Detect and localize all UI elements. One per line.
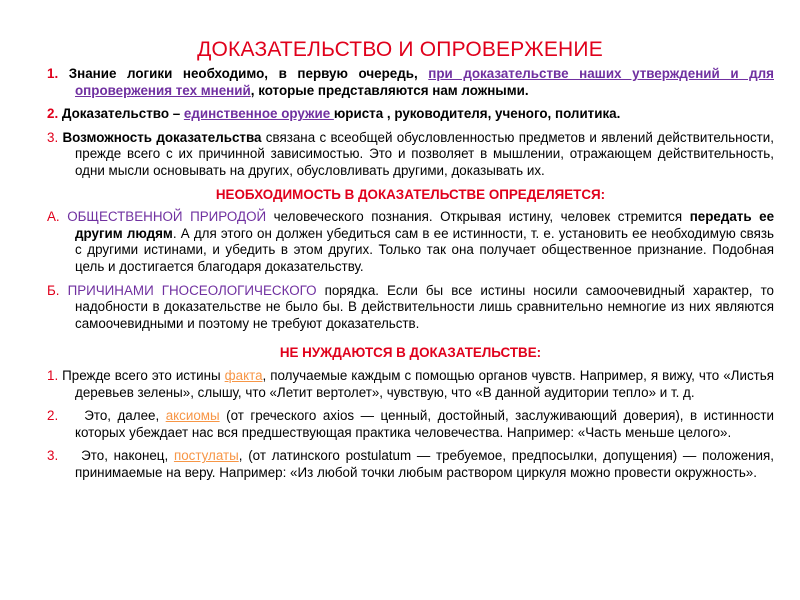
paragraph-1-text: Знание логики необходимо, в первую очередь,: [58, 66, 429, 81]
slide-content: [47, 66, 774, 488]
list-item-1-number: 1.: [47, 367, 59, 383]
paragraph-3-number: 3.: [47, 129, 59, 145]
paragraph-a-text: человеческого познания. Открывая истину, человек стремится: [266, 209, 690, 225]
paragraph-3-bold: Возможность доказательства: [58, 129, 262, 145]
paragraph-b-number: Б.: [47, 282, 60, 298]
paragraph-2-link[interactable]: единственное оружие: [183, 106, 334, 122]
list-item-3: [47, 448, 774, 481]
section-heading-necessity: НЕОБХОДИМОСТЬ В ДОКАЗАТЕЛЬСТВЕ ОПРЕДЕЛЯЕТСЯ:: [215, 186, 606, 202]
list-item-2: [47, 408, 774, 441]
paragraph-2-number: 2.: [47, 106, 59, 122]
paragraph-3-text: связана с всеобщей обусловленностью предметов и явлений действительности, прежде всего с их причинной зависимостью. Это и позволяет в мышлении, отражающем действительность, одни мысли основывать на других, обусловливать другими, доказывать их.: [75, 129, 774, 178]
paragraph-2-text: Доказательство –: [58, 106, 184, 122]
paragraph-1-number: 1.: [47, 66, 59, 81]
paragraph-b-accent: ПРИЧИНАМИ ГНОСЕОЛОГИЧЕСКОГО: [59, 282, 317, 298]
list-item-3-text: Это, наконец,: [58, 448, 174, 464]
list-item-1-text: Прежде всего это истины: [58, 367, 225, 383]
paragraph-2: [47, 106, 774, 123]
list-item-2-link[interactable]: аксиомы: [165, 408, 220, 424]
slide-title: ДОКАЗАТЕЛЬСТВО И ОПРОВЕРЖЕНИЕ: [197, 38, 603, 61]
list-item-2-text: Это, далее,: [58, 408, 166, 424]
list-item-2-number: 2.: [47, 408, 59, 424]
list-item-1: [47, 368, 774, 401]
paragraph-b-text: порядка. Если бы все истины носили самоочевидный характер, то надобности в доказательстве не было бы. В действительности лишь сравнительно немногие из них являются самоочевидными и поэтому не требуют доказательств.: [75, 282, 774, 331]
list-item-1-link[interactable]: факта: [224, 367, 263, 383]
paragraph-1: [47, 66, 774, 99]
paragraph-a-accent: ОБЩЕСТВЕННОЙ ПРИРОДОЙ: [59, 209, 267, 225]
paragraph-1-link[interactable]: при доказательстве наших утверждений и для опровержения тех мнений: [75, 66, 774, 98]
paragraph-3: [47, 130, 774, 180]
list-item-1-text-end: , получаемые каждым с помощью органов чувств. Например, я вижу, что «Листья деревьев зелены», слышу, что «Летит вертолет», чувствую, что «В данной аудитории тепло» и т. д.: [75, 367, 775, 400]
list-item-3-link[interactable]: постулаты: [173, 448, 239, 464]
paragraph-2-text-end: юриста , руководителя, ученого, политика.: [333, 106, 621, 122]
section-heading-no-proof: НЕ НУЖДАЮТСЯ В ДОКАЗАТЕЛЬСТВЕ:: [279, 345, 542, 361]
paragraph-a: [47, 209, 774, 275]
paragraph-a-text-end: . А для этого он должен убедиться сам в ее истинности, т. е. установить ее необходимую связь с другими истинами, и убедить в этом других. Только так она получает общественное признание. Подобная цель и достигается благодаря доказательству.: [75, 225, 775, 274]
paragraph-1-text-end: , которые представляются нам ложными.: [250, 82, 529, 98]
paragraph-a-number: А.: [47, 209, 60, 225]
list-item-3-text-end: , (от латинского postulatum — требуемое, предпосылки, допущения) — положения, принимаемые на веру. Например: «Из любой точки любым раствором циркуля можно провести окружность».: [75, 448, 774, 480]
list-item-2-text-end: (от греческого axios — ценный, достойный, заслуживающий доверия), в истинности которых убеждает нас вся предшествующая практика человечества. Например: «Часть меньше целого».: [75, 408, 774, 440]
paragraph-a-bold: передать ее другим людям: [75, 209, 775, 241]
paragraph-b: [47, 283, 774, 333]
list-item-3-number: 3.: [47, 448, 59, 464]
